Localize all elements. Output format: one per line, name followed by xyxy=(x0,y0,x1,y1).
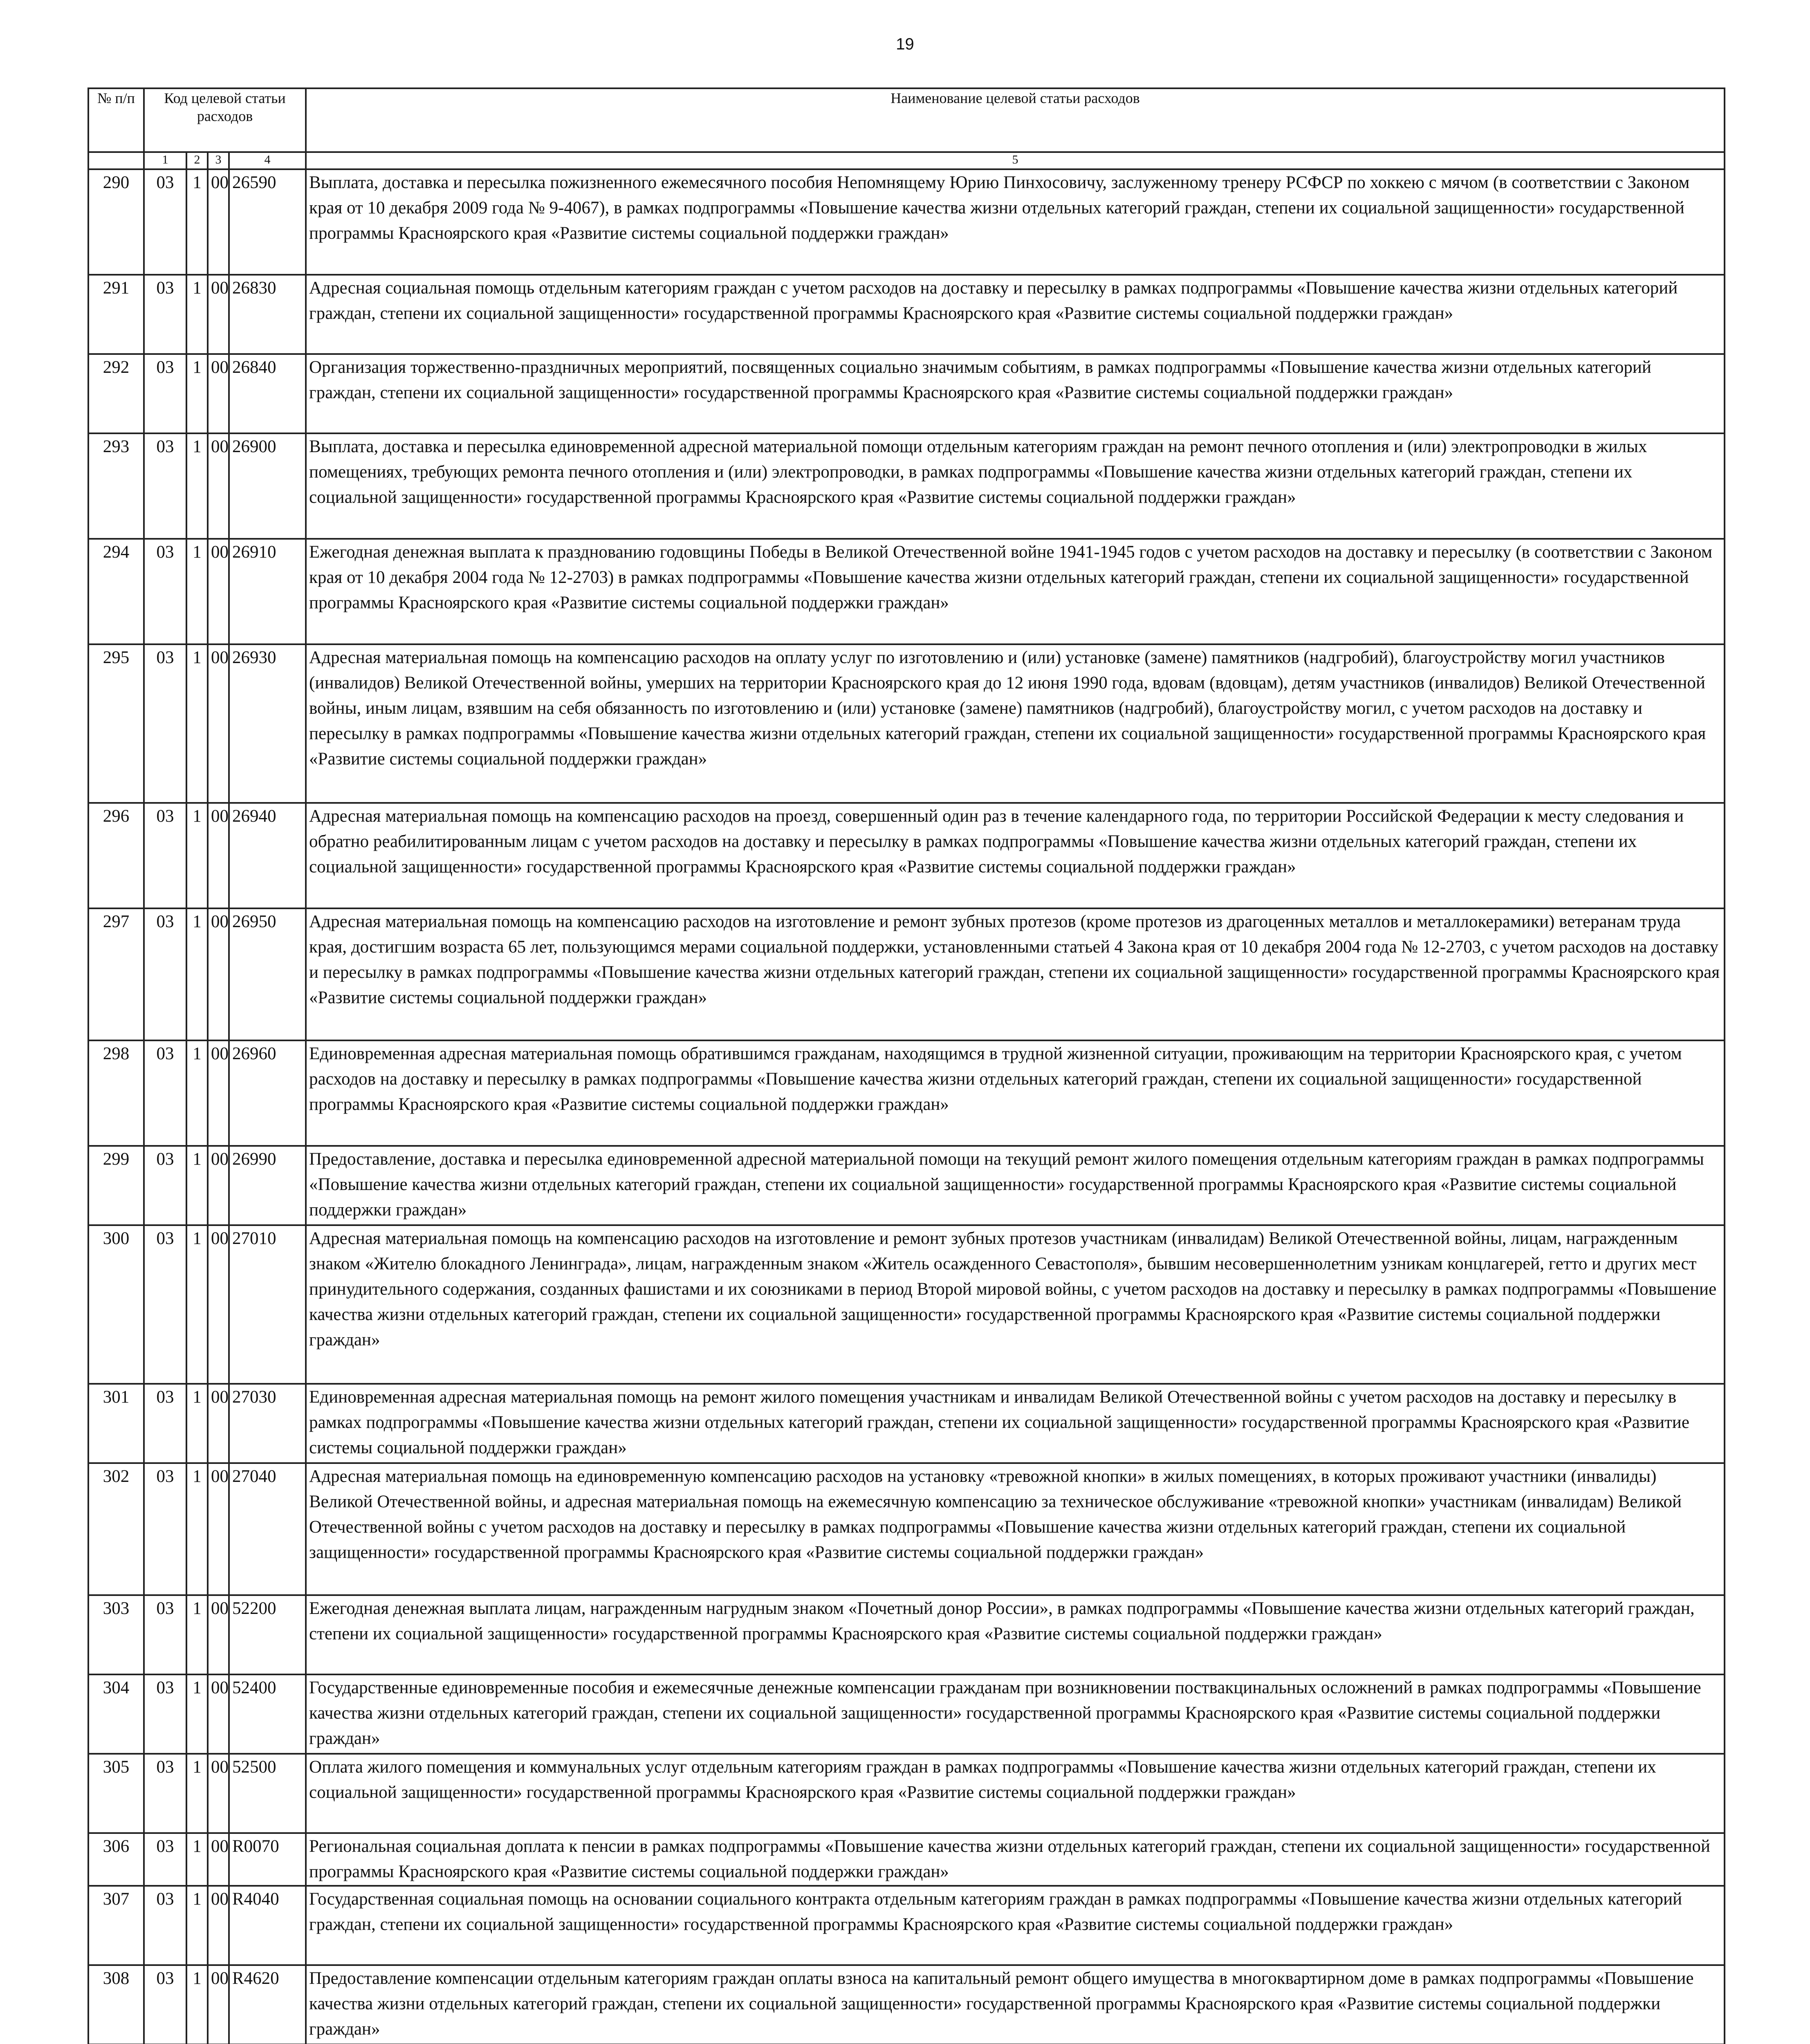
table-row xyxy=(88,1674,1725,1754)
code-part-2: 1 xyxy=(186,1595,208,1674)
code-part-3: 00 xyxy=(208,433,229,539)
row-description: Государственные единовременные пособия и ежемесячные денежные компенсации гражданам при возникновении поствакцинальных осложнений в рамках подпрограммы «Повышение качества жизни отдельных категорий граждан, степени их социальной защищенности» государственной программы Красноярского края «Развитие системы социальной поддержки граждан» xyxy=(306,1674,1725,1754)
row-description: Адресная материальная помощь на компенсацию расходов на оплату услуг по изготовлению и (или) установке (замене) памятников (надгробий), благоустройству могил участников (инвалидов) Великой Отечественной войны, умерших на территории Красноярского края до 12 июня 1990 года, вдовам (вдовцам), детям участников (инвалидов) Великой Отечественной войны, иным лицам, взявшим на себя обязанность по изготовлению и (или) установке (замене) памятников (надгробий), благоустройству могил, с учетом расходов на доставку и пересылку в рамках подпрограммы «Повышение качества жизни отдельных категорий граждан, степени их социальной защищенности» государственной программы Красноярского края «Развитие системы социальной поддержки граждан» xyxy=(306,644,1725,803)
row-description: Предоставление компенсации отдельным категориям граждан оплаты взноса на капитальный ремонт общего имущества в многоквартирном доме в рамках подпрограммы «Повышение качества жизни отдельных категорий граждан, степени их социальной защищенности» государственной программы Красноярского края «Развитие системы социальной поддержки граждан» xyxy=(306,1965,1725,2044)
table-row xyxy=(88,1146,1725,1225)
code-part-3: 00 xyxy=(208,1886,229,1965)
code-part-2: 1 xyxy=(186,433,208,539)
code-part-2: 1 xyxy=(186,275,208,354)
row-number: 302 xyxy=(88,1463,144,1595)
code-part-2: 1 xyxy=(186,1040,208,1146)
code-part-1: 03 xyxy=(144,1040,186,1146)
code-part-1: 03 xyxy=(144,1384,186,1463)
code-part-1: 03 xyxy=(144,539,186,644)
code-part-4: R4620 xyxy=(229,1965,306,2044)
code-part-2: 1 xyxy=(186,354,208,433)
code-part-1: 03 xyxy=(144,1833,186,1886)
column-number: 2 xyxy=(186,152,208,169)
row-description: Адресная материальная помощь на компенсацию расходов на изготовление и ремонт зубных протезов участникам (инвалидам) Великой Отечественной войны, лицам, награжденным знаком «Жителю блокадного Ленинграда», лицам, награжденным знаком «Житель осажденного Севастополя», бывшим несовершеннолетним узникам концлагерей, гетто и других мест принудительного содержания, созданных фашистами и их союзниками в период Второй мировой войны, с учетом расходов на доставку и пересылку в рамках подпрограммы «Повышение качества жизни отдельных категорий граждан, степени их социальной защищенности» государственной программы Красноярского края «Развитие системы социальной поддержки граждан» xyxy=(306,1225,1725,1384)
table-row xyxy=(88,539,1725,644)
code-part-3: 00 xyxy=(208,1595,229,1674)
code-part-2: 1 xyxy=(186,1463,208,1595)
code-part-3: 00 xyxy=(208,908,229,1040)
code-part-4: 26950 xyxy=(229,908,306,1040)
code-part-4: 27030 xyxy=(229,1384,306,1463)
table-row xyxy=(88,908,1725,1040)
target-articles-table xyxy=(87,87,1725,2044)
row-number: 295 xyxy=(88,644,144,803)
code-part-2: 1 xyxy=(186,644,208,803)
code-part-1: 03 xyxy=(144,1146,186,1225)
code-part-3: 00 xyxy=(208,169,229,275)
code-part-3: 00 xyxy=(208,803,229,908)
row-number: 300 xyxy=(88,1225,144,1384)
code-part-2: 1 xyxy=(186,1674,208,1754)
row-description: Предоставление, доставка и пересылка единовременной адресной материальной помощи на текущий ремонт жилого помещения отдельным категориям граждан в рамках подпрограммы «Повышение качества жизни отдельных категорий граждан, степени их социальной защищенности» государственной программы Красноярского края «Развитие системы социальной поддержки граждан» xyxy=(306,1146,1725,1225)
code-part-1: 03 xyxy=(144,1754,186,1833)
code-part-3: 00 xyxy=(208,1384,229,1463)
row-number: 298 xyxy=(88,1040,144,1146)
code-part-3: 00 xyxy=(208,1674,229,1754)
row-number: 303 xyxy=(88,1595,144,1674)
code-part-4: 27040 xyxy=(229,1463,306,1595)
table-row xyxy=(88,1595,1725,1674)
row-description: Единовременная адресная материальная помощь на ремонт жилого помещения участникам и инвалидам Великой Отечественной войны с учетом расходов на доставку и пересылку в рамках подпрограммы «Повышение качества жизни отдельных категорий граждан, степени их социальной защищенности» государственной программы Красноярского края «Развитие системы социальной поддержки граждан» xyxy=(306,1384,1725,1463)
table-row xyxy=(88,1463,1725,1595)
row-description: Выплата, доставка и пересылка пожизненного ежемесячного пособия Непомнящему Юрию Пинхосовичу, заслуженному тренеру РСФСР по хоккею с мячом (в соответствии с Законом края от 10 декабря 2009 года № 9-4067), в рамках подпрограммы «Повышение качества жизни отдельных категорий граждан, степени их социальной защищенности» государственной программы Красноярского края «Развитие системы социальной поддержки граждан» xyxy=(306,169,1725,275)
code-part-4: 27010 xyxy=(229,1225,306,1384)
code-part-2: 1 xyxy=(186,908,208,1040)
code-part-3: 00 xyxy=(208,644,229,803)
row-description: Выплата, доставка и пересылка единовременной адресной материальной помощи отдельным категориям граждан на ремонт печного отопления и (или) электропроводки в жилых помещениях, требующих ремонта печного отопления и (или) электропроводки, в рамках подпрограммы «Повышение качества жизни отдельных категорий граждан, степени их социальной защищенности» государственной программы Красноярского края «Развитие системы социальной поддержки граждан» xyxy=(306,433,1725,539)
code-part-2: 1 xyxy=(186,1225,208,1384)
code-part-3: 00 xyxy=(208,1225,229,1384)
code-part-4: 26900 xyxy=(229,433,306,539)
row-description: Государственная социальная помощь на основании социального контракта отдельным категориям граждан в рамках подпрограммы «Повышение качества жизни отдельных категорий граждан, степени их социальной защищенности» государственной программы Красноярского края «Развитие системы социальной поддержки граждан» xyxy=(306,1886,1725,1965)
row-description: Адресная социальная помощь отдельным категориям граждан с учетом расходов на доставку и пересылку в рамках подпрограммы «Повышение качества жизни отдельных категорий граждан, степени их социальной защищенности» государственной программы Красноярского края «Развитие системы социальной поддержки граждан» xyxy=(306,275,1725,354)
row-number: 290 xyxy=(88,169,144,275)
table-row xyxy=(88,354,1725,433)
row-description: Адресная материальная помощь на компенсацию расходов на проезд, совершенный один раз в течение календарного года, по территории Российской Федерации к месту следования и обратно реабилитированным лицам с учетом расходов на доставку и пересылку в рамках подпрограммы «Повышение качества жизни отдельных категорий граждан, степени их социальной защищенности» государственной программы Красноярского края «Развитие системы социальной поддержки граждан» xyxy=(306,803,1725,908)
table-row xyxy=(88,1754,1725,1833)
table-row xyxy=(88,433,1725,539)
code-part-3: 00 xyxy=(208,1146,229,1225)
row-number: 294 xyxy=(88,539,144,644)
code-part-1: 03 xyxy=(144,275,186,354)
page-number: 19 xyxy=(896,35,914,53)
column-number: 4 xyxy=(229,152,306,169)
code-part-3: 00 xyxy=(208,1965,229,2044)
code-part-1: 03 xyxy=(144,908,186,1040)
row-number: 306 xyxy=(88,1833,144,1886)
row-description: Оплата жилого помещения и коммунальных услуг отдельным категориям граждан в рамках подпрограммы «Повышение качества жизни отдельных категорий граждан, степени их социальной защищенности» государственной программы Красноярского края «Развитие системы социальной поддержки граждан» xyxy=(306,1754,1725,1833)
code-part-1: 03 xyxy=(144,433,186,539)
row-number: 301 xyxy=(88,1384,144,1463)
column-number xyxy=(88,152,144,169)
code-part-4: 26830 xyxy=(229,275,306,354)
row-description: Единовременная адресная материальная помощь обратившимся гражданам, находящимся в трудной жизненной ситуации, проживающим на территории Красноярского края, с учетом расходов на доставку и пересылку в рамках подпрограммы «Повышение качества жизни отдельных категорий граждан, степени их социальной защищенности» государственной программы Красноярского края «Развитие системы социальной поддержки граждан» xyxy=(306,1040,1725,1146)
header-row xyxy=(88,88,1725,152)
header-name: Наименование целевой статьи расходов xyxy=(306,88,1725,152)
code-part-4: R0070 xyxy=(229,1833,306,1886)
code-part-4: R4040 xyxy=(229,1886,306,1965)
code-part-2: 1 xyxy=(186,1384,208,1463)
table-row xyxy=(88,644,1725,803)
code-part-1: 03 xyxy=(144,1965,186,2044)
row-number: 292 xyxy=(88,354,144,433)
row-number: 296 xyxy=(88,803,144,908)
row-number: 291 xyxy=(88,275,144,354)
code-part-4: 26940 xyxy=(229,803,306,908)
row-number: 297 xyxy=(88,908,144,1040)
code-part-1: 03 xyxy=(144,1225,186,1384)
code-part-3: 00 xyxy=(208,539,229,644)
code-part-1: 03 xyxy=(144,644,186,803)
code-part-1: 03 xyxy=(144,1595,186,1674)
code-part-2: 1 xyxy=(186,1886,208,1965)
header-code: Код целевой статьи расходов xyxy=(144,88,306,152)
code-part-1: 03 xyxy=(144,354,186,433)
table-row xyxy=(88,1225,1725,1384)
code-part-4: 26910 xyxy=(229,539,306,644)
code-part-3: 00 xyxy=(208,1040,229,1146)
row-number: 304 xyxy=(88,1674,144,1754)
code-part-3: 00 xyxy=(208,1463,229,1595)
row-number: 308 xyxy=(88,1965,144,2044)
header-num: № п/п xyxy=(88,88,144,152)
table-row xyxy=(88,275,1725,354)
table-row xyxy=(88,1040,1725,1146)
code-part-4: 52400 xyxy=(229,1674,306,1754)
code-part-3: 00 xyxy=(208,275,229,354)
column-number-row xyxy=(88,152,1725,169)
row-number: 307 xyxy=(88,1886,144,1965)
row-description: Адресная материальная помощь на единовременную компенсацию расходов на установку «тревожной кнопки» в жилых помещениях, в которых проживают участники (инвалиды) Великой Отечественной войны, и адресная материальная помощь на ежемесячную компенсацию за техническое обслуживание «тревожной кнопки» участникам (инвалидам) Великой Отечественной войны с учетом расходов на доставку и пересылку в рамках подпрограммы «Повышение качества жизни отдельных категорий граждан, степени их социальной защищенности» государственной программы Красноярского края «Развитие системы социальной поддержки граждан» xyxy=(306,1463,1725,1595)
code-part-3: 00 xyxy=(208,1833,229,1886)
code-part-2: 1 xyxy=(186,169,208,275)
row-description: Ежегодная денежная выплата к празднованию годовщины Победы в Великой Отечественной войне 1941-1945 годов с учетом расходов на доставку и пересылку (в соответствии с Законом края от 10 декабря 2004 года № 12-2703) в рамках подпрограммы «Повышение качества жизни отдельных категорий граждан, степени их социальной защищенности» государственной программы Красноярского края «Развитие системы социальной поддержки граждан» xyxy=(306,539,1725,644)
code-part-4: 26840 xyxy=(229,354,306,433)
row-description: Ежегодная денежная выплата лицам, награжденным нагрудным знаком «Почетный донор России», в рамках подпрограммы «Повышение качества жизни отдельных категорий граждан, степени их социальной защищенности» государственной программы Красноярского края «Развитие системы социальной поддержки граждан» xyxy=(306,1595,1725,1674)
code-part-1: 03 xyxy=(144,803,186,908)
code-part-1: 03 xyxy=(144,1674,186,1754)
code-part-4: 26960 xyxy=(229,1040,306,1146)
row-number: 299 xyxy=(88,1146,144,1225)
code-part-3: 00 xyxy=(208,354,229,433)
table-row xyxy=(88,803,1725,908)
code-part-2: 1 xyxy=(186,539,208,644)
code-part-4: 52500 xyxy=(229,1754,306,1833)
code-part-2: 1 xyxy=(186,1965,208,2044)
column-number: 5 xyxy=(306,152,1725,169)
table-row xyxy=(88,1965,1725,2044)
row-description: Региональная социальная доплата к пенсии в рамках подпрограммы «Повышение качества жизни отдельных категорий граждан, степени их социальной защищенности» государственной программы Красноярского края «Развитие системы социальной поддержки граждан» xyxy=(306,1833,1725,1886)
table-row xyxy=(88,1833,1725,1886)
code-part-4: 52200 xyxy=(229,1595,306,1674)
code-part-2: 1 xyxy=(186,803,208,908)
row-number: 293 xyxy=(88,433,144,539)
table-row xyxy=(88,169,1725,275)
row-description: Адресная материальная помощь на компенсацию расходов на изготовление и ремонт зубных протезов (кроме протезов из драгоценных металлов и металлокерамики) ветеранам труда края, достигшим возраста 65 лет, пользующимся мерами социальной поддержки, установленными статьей 4 Закона края от 10 декабря 2004 года № 12-2703, с учетом расходов на доставку и пересылку в рамках подпрограммы «Повышение качества жизни отдельных категорий граждан, степени их социальной защищенности» государственной программы Красноярского края «Развитие системы социальной поддержки граждан» xyxy=(306,908,1725,1040)
code-part-4: 26590 xyxy=(229,169,306,275)
table-row xyxy=(88,1886,1725,1965)
row-number: 305 xyxy=(88,1754,144,1833)
column-number: 1 xyxy=(144,152,186,169)
code-part-1: 03 xyxy=(144,1886,186,1965)
row-description: Организация торжественно-праздничных мероприятий, посвященных социально значимым событиям, в рамках подпрограммы «Повышение качества жизни отдельных категорий граждан, степени их социальной защищенности» государственной программы Красноярского края «Развитие системы социальной поддержки граждан» xyxy=(306,354,1725,433)
code-part-2: 1 xyxy=(186,1146,208,1225)
code-part-1: 03 xyxy=(144,1463,186,1595)
code-part-3: 00 xyxy=(208,1754,229,1833)
column-number: 3 xyxy=(208,152,229,169)
code-part-1: 03 xyxy=(144,169,186,275)
table-row xyxy=(88,1384,1725,1463)
code-part-2: 1 xyxy=(186,1833,208,1886)
code-part-4: 26990 xyxy=(229,1146,306,1225)
code-part-2: 1 xyxy=(186,1754,208,1833)
code-part-4: 26930 xyxy=(229,644,306,803)
